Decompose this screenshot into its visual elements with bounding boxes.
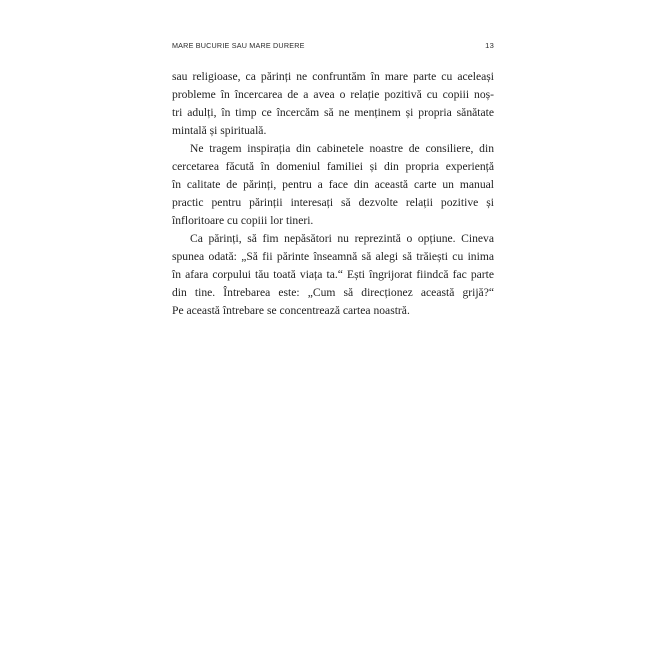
text-line: din tine. Întrebarea este: „Cum să direcționez această grijă?“ — [172, 286, 494, 299]
body-text — [172, 68, 494, 320]
text-line: sau religioase, ca părinți ne confruntăm în mare parte cu aceleași — [172, 70, 494, 83]
text-line: Ne tragem inspirația din cabinetele noastre de consiliere, din — [190, 142, 494, 155]
paragraph-1 — [172, 68, 494, 140]
text-line: tri adulți, în timp ce încercăm să ne menținem și propria sănătate — [172, 106, 494, 119]
text-line: în afara corpului tău toată viața ta.“ Ești îngrijorat fiindcă fac parte — [172, 268, 494, 281]
text-line: Pe această întrebare se concentrează cartea noastră. — [172, 304, 410, 317]
text-line: înfloritoare cu copiii lor tineri. — [172, 214, 314, 227]
text-line: în calitate de părinți, pentru a face din această carte un manual — [172, 178, 494, 191]
text-line: Ca părinți, să fim nepăsători nu reprezintă o opțiune. Cineva — [190, 232, 494, 245]
running-header — [172, 41, 494, 53]
text-line: probleme în încercarea de a avea o relație pozitivă cu copiii noș- — [172, 88, 494, 101]
page-number: 13 — [485, 41, 494, 50]
text-line: practic pentru părinții interesați să dezvolte relații pozitive și — [172, 196, 494, 209]
text-line: cercetarea făcută în domeniul familiei și din propria experiență — [172, 160, 494, 173]
paragraph-3 — [172, 230, 494, 320]
running-title: MARE BUCURIE SAU MARE DURERE — [172, 41, 305, 50]
text-line: spunea odată: „Să fii părinte înseamnă să alegi să trăiești cu inima — [172, 250, 494, 263]
paragraph-2 — [172, 140, 494, 230]
text-line: mintală și spirituală. — [172, 124, 267, 137]
